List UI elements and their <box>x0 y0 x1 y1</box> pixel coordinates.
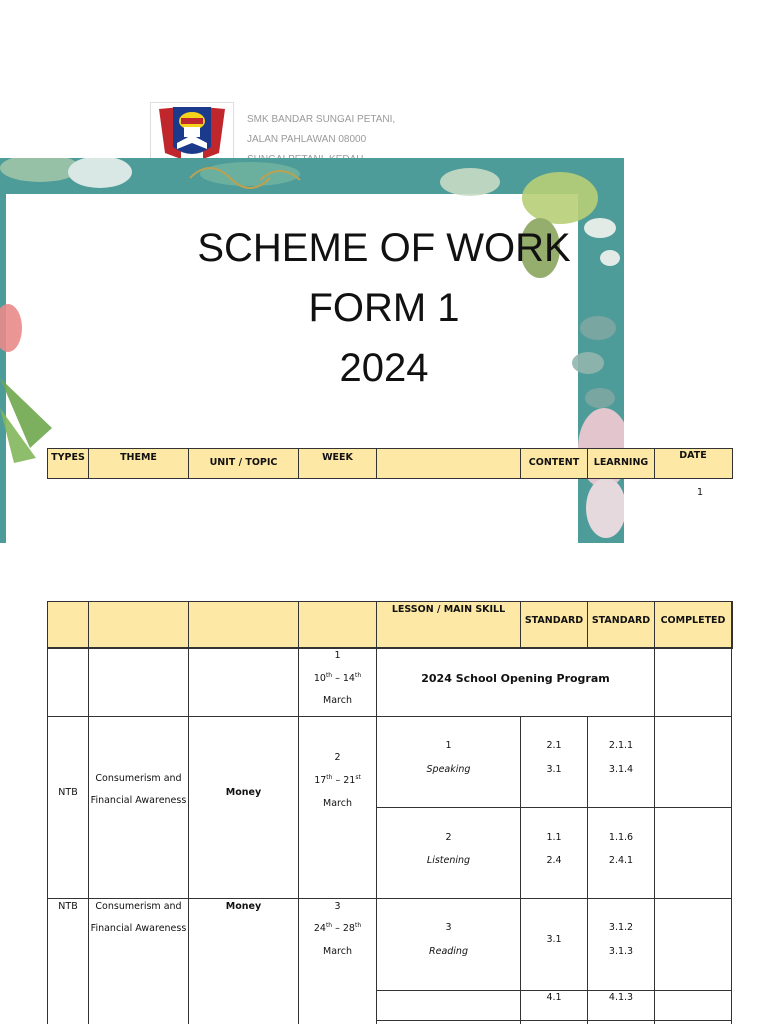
content-standard: 1.1 <box>546 832 562 843</box>
row-unit: Money <box>225 901 262 912</box>
col-theme: THEME <box>120 452 157 463</box>
program-label: 2024 School Opening Program <box>421 672 610 685</box>
week-month: March <box>323 695 352 706</box>
row-theme: Consumerism and Financial Awareness <box>90 773 187 806</box>
row-type: NTB <box>58 787 78 798</box>
crest-icon <box>151 103 233 163</box>
row-unit: Money <box>225 787 262 798</box>
week-dates: 24th – 28th <box>313 922 362 935</box>
col-standard-content: STANDARD <box>524 615 584 626</box>
content-standard: 2.1 <box>546 740 562 751</box>
title-line-1: SCHEME OF WORK <box>197 226 571 270</box>
content-standard: 2.4 <box>546 855 562 866</box>
col-learning: LEARNING <box>593 457 649 468</box>
title-line-3: 2024 <box>339 346 429 390</box>
col-lesson: LESSON / MAIN SKILL <box>391 604 506 615</box>
col-date: DATE <box>679 450 707 461</box>
learning-standard: 4.1.3 <box>608 992 634 1003</box>
col-unit-topic: UNIT / TOPIC <box>209 457 278 468</box>
lesson-skill: Listening <box>426 855 471 866</box>
school-logo <box>150 102 234 164</box>
content-standard: 4.1 <box>546 992 562 1003</box>
learning-standard: 3.1.2 <box>608 922 634 933</box>
week-month: March <box>323 798 352 809</box>
row-theme: Consumerism and Financial Awareness <box>90 901 187 934</box>
row-type: NTB <box>58 901 78 912</box>
lesson-number: 1 <box>445 740 452 751</box>
col-content: CONTENT <box>528 457 580 468</box>
learning-standard: 2.1.1 <box>608 740 634 751</box>
lesson-skill: Reading <box>429 946 468 957</box>
learning-standard: 1.1.6 <box>608 832 634 843</box>
col-week: WEEK <box>322 452 353 463</box>
week-number: 1 <box>334 650 341 661</box>
col-types: TYPES <box>51 452 85 463</box>
school-line-2: JALAN PAHLAWAN 08000 <box>247 134 367 145</box>
lesson-number: 2 <box>445 832 452 843</box>
page-number: 1 <box>696 487 704 498</box>
week-number: 3 <box>334 901 341 912</box>
school-line-1: SMK BANDAR SUNGAI PETANI, <box>247 114 396 125</box>
title-line-2: FORM 1 <box>308 286 460 330</box>
week-number: 2 <box>334 752 341 763</box>
learning-standard: 2.4.1 <box>608 855 634 866</box>
content-standard: 3.1 <box>546 764 562 775</box>
col-standard-learning: STANDARD <box>591 615 651 626</box>
lesson-number: 3 <box>445 922 452 933</box>
content-standard: 3.1 <box>546 934 562 945</box>
week-dates: 10th – 14th <box>313 672 362 685</box>
col-completed: COMPLETED <box>660 615 726 626</box>
lesson-skill: Speaking <box>426 764 471 775</box>
week-dates: 17th – 21st <box>314 774 361 787</box>
learning-standard: 3.1.3 <box>608 946 634 957</box>
week-month: March <box>323 946 352 957</box>
learning-standard: 3.1.4 <box>608 764 634 775</box>
